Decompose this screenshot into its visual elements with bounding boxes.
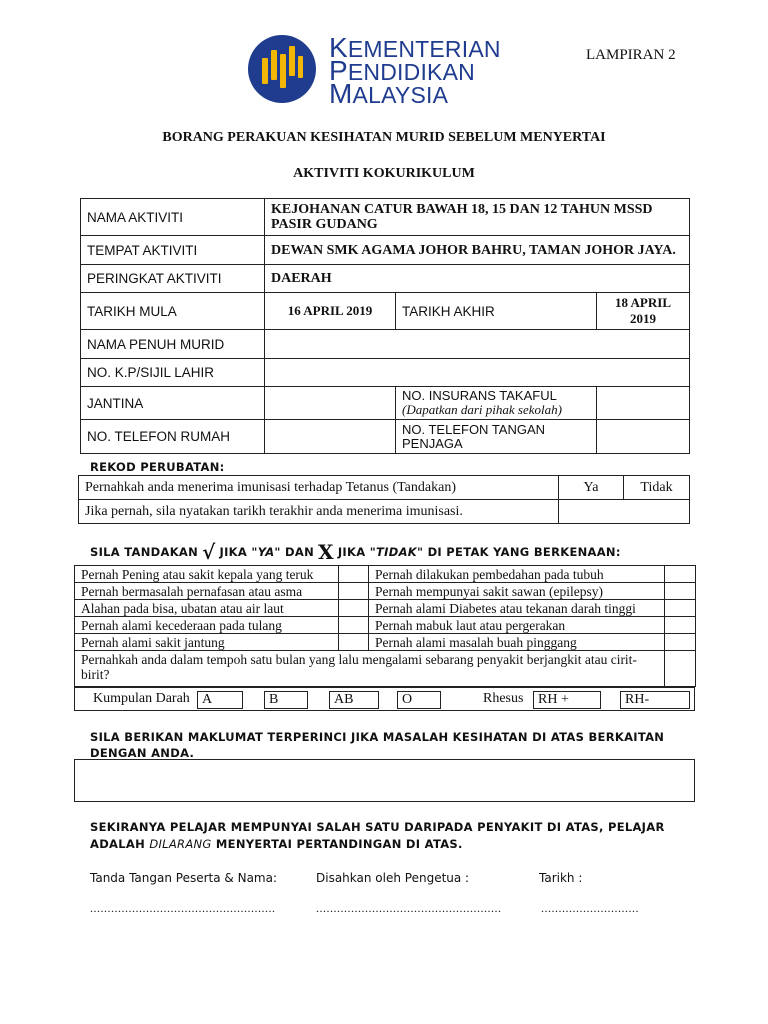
tandakan-tidak: TIDAK (376, 545, 417, 559)
tandakan-part-5: " DI PETAK YANG BERKENAAN: (416, 545, 621, 559)
signature-peserta-label: Tanda Tangan Peserta & Nama: (90, 871, 278, 885)
condition-right-4: Pernah mabuk laut atau pergerakan (369, 617, 665, 634)
signature-tarikh-label: Tarikh : (539, 871, 583, 885)
form-title: BORANG PERAKUAN KESIHATAN MURID SEBELUM MENYERTAI (162, 130, 606, 145)
tandakan-part-2: JIKA " (219, 545, 258, 559)
warning-notice (90, 819, 690, 853)
kp-label: NO. K.P/SIJIL LAHIR (81, 359, 265, 387)
blood-b-box[interactable]: B (264, 691, 308, 709)
rhesus-label: Rhesus (483, 691, 524, 706)
condition-left-4: Pernah alami kecederaan pada tulang (75, 617, 339, 634)
condition-right-1: Pernah dilakukan pembedahan pada tubuh (369, 566, 665, 583)
rh-negative-box[interactable]: RH- (620, 691, 690, 709)
row-nama-penuh (81, 330, 690, 359)
logo-line-2: PENDIDIKAN (329, 55, 475, 86)
nama-penuh-field[interactable] (265, 330, 690, 359)
tandakan-part-4: JIKA " (337, 545, 376, 559)
blood-o-box[interactable]: O (397, 691, 441, 709)
condition-left-1-box[interactable] (339, 566, 369, 583)
warning-part-2: MENYERTAI PERTANDINGAN DI ATAS. (215, 837, 463, 851)
logo-line-3: MALAYSIA (329, 78, 449, 109)
imunisasi-date-field[interactable] (559, 500, 690, 524)
tempat-label: TEMPAT AKTIVITI (81, 236, 265, 265)
kp-field[interactable] (265, 359, 690, 387)
tempat-value[interactable]: DEWAN SMK AGAMA JOHOR BAHRU, TAMAN JOHOR JAYA. (265, 236, 690, 265)
row-telefon (81, 420, 690, 454)
row-jantina (81, 387, 690, 420)
blood-group-row (74, 687, 695, 711)
row-nama-aktiviti (81, 199, 690, 236)
row-tempat (81, 236, 690, 265)
signature-tarikh-line[interactable]: ............................ (541, 901, 639, 915)
condition-row (75, 617, 696, 634)
telefon-penjaga-field[interactable] (597, 420, 690, 454)
lampiran-label: LAMPIRAN 2 (586, 47, 676, 63)
tandakan-instruction (90, 540, 621, 564)
blood-a-box[interactable]: A (197, 691, 243, 709)
tetanus-ya-cell[interactable]: Ya (559, 476, 624, 500)
row-tarikh (81, 293, 690, 330)
condition-left-5: Pernah alami sakit jantung (75, 634, 339, 651)
condition-right-2-box[interactable] (665, 583, 696, 600)
condition-row (75, 566, 696, 583)
tarikh-mula-value[interactable]: 16 APRIL 2019 (265, 293, 396, 330)
form-subtitle: AKTIVITI KOKURIKULUM (293, 166, 475, 181)
condition-left-2: Pernah bermasalah pernafasan atau asma (75, 583, 339, 600)
kumpulan-darah-label: Kumpulan Darah (93, 691, 190, 706)
warning-dilarang: DILARANG (149, 837, 212, 851)
condition-right-5: Pernah alami masalah buah pinggang (369, 634, 665, 651)
conditions-table (74, 565, 696, 687)
kpm-emblem-icon (247, 34, 317, 104)
peringkat-value[interactable]: DAERAH (265, 265, 690, 293)
condition-right-5-box[interactable] (665, 634, 696, 651)
peringkat-label: PERINGKAT AKTIVITI (81, 265, 265, 293)
blood-ab-box[interactable]: AB (329, 691, 379, 709)
signature-peserta-line[interactable]: ..................................................... (90, 901, 276, 915)
tarikh-mula-label: TARIKH MULA (81, 293, 265, 330)
insurans-label: NO. INSURANS TAKAFUL (402, 388, 557, 403)
condition-right-3: Pernah alami Diabetes atau tekanan darah tinggi (369, 600, 665, 617)
berjangkit-box[interactable] (665, 651, 696, 687)
cross-icon: X (318, 540, 334, 564)
condition-row (75, 634, 696, 651)
condition-left-4-box[interactable] (339, 617, 369, 634)
nama-aktiviti-label: NAMA AKTIVITI (81, 199, 265, 236)
rekod-heading: REKOD PERUBATAN: (90, 460, 225, 474)
rh-positive-box[interactable]: RH + (533, 691, 601, 709)
logo-line-1: KEMENTERIAN (329, 32, 501, 63)
check-icon: √ (202, 540, 216, 564)
tandakan-ya: YA (257, 545, 275, 559)
berjangkit-question: Pernahkah anda dalam tempoh satu bulan yang lalu mengalami sebarang penyakit berjangkit atau cirit-birit? (75, 651, 665, 687)
condition-right-4-box[interactable] (665, 617, 696, 634)
telefon-rumah-field[interactable] (265, 420, 396, 454)
condition-left-5-box[interactable] (339, 634, 369, 651)
condition-left-3-box[interactable] (339, 600, 369, 617)
health-details-field[interactable] (74, 759, 695, 802)
tandakan-part-3: " DAN (274, 545, 314, 559)
jantina-field[interactable] (265, 387, 396, 420)
jantina-label: JANTINA (81, 387, 265, 420)
warning-part-1: SEKIRANYA PELAJAR MEMPUNYAI SALAH SATU DARIPADA PENYAKIT DI ATAS, PELAJAR ADALAH (90, 820, 665, 851)
nama-aktiviti-value[interactable]: KEJOHANAN CATUR BAWAH 18, 15 DAN 12 TAHUN MSSD PASIR GUDANG (265, 199, 690, 236)
condition-row (75, 583, 696, 600)
condition-right-1-box[interactable] (665, 566, 696, 583)
imunisasi-question: Jika pernah, sila nyatakan tarikh terakhir anda menerima imunisasi. (79, 500, 559, 524)
signature-pengetua-label: Disahkan oleh Pengetua : (316, 871, 470, 885)
insurans-field[interactable] (597, 387, 690, 420)
nama-penuh-label: NAMA PENUH MURID (81, 330, 265, 359)
telefon-rumah-label: NO. TELEFON RUMAH (81, 420, 265, 454)
rekod-row-1 (79, 476, 690, 500)
tetanus-question: Pernahkah anda menerima imunisasi terhadap Tetanus (Tandakan) (79, 476, 559, 500)
row-kp (81, 359, 690, 387)
tetanus-tidak-cell[interactable]: Tidak (624, 476, 690, 500)
condition-left-3: Alahan pada bisa, ubatan atau air laut (75, 600, 339, 617)
kpm-logo (247, 32, 501, 109)
tarikh-akhir-value[interactable]: 18 APRIL 2019 (597, 293, 690, 330)
maklumat-instruction: SILA BERIKAN MAKLUMAT TERPERINCI JIKA MASALAH KESIHATAN DI ATAS BERKAITAN DENGAN ANDA. (90, 730, 665, 760)
condition-right-2: Pernah mempunyai sakit sawan (epilepsy) (369, 583, 665, 600)
rekod-row-2 (79, 500, 690, 524)
tarikh-akhir-label: TARIKH AKHIR (396, 293, 597, 330)
insurans-note: (Dapatkan dari pihak sekolah) (402, 402, 562, 417)
telefon-penjaga-label: NO. TELEFON TANGAN PENJAGA (396, 420, 597, 454)
condition-row (75, 600, 696, 617)
condition-left-1: Pernah Pening atau sakit kepala yang teruk (75, 566, 339, 583)
rekod-table (78, 475, 690, 524)
tandakan-part-1: SILA TANDAKAN (90, 545, 199, 559)
insurans-label-cell (396, 387, 597, 420)
condition-left-2-box[interactable] (339, 583, 369, 600)
condition-row-wide (75, 651, 696, 687)
activity-details-table (80, 198, 690, 454)
signature-pengetua-line[interactable]: ..................................................... (316, 901, 502, 915)
row-peringkat (81, 265, 690, 293)
kpm-wordmark (329, 32, 501, 109)
condition-right-3-box[interactable] (665, 600, 696, 617)
